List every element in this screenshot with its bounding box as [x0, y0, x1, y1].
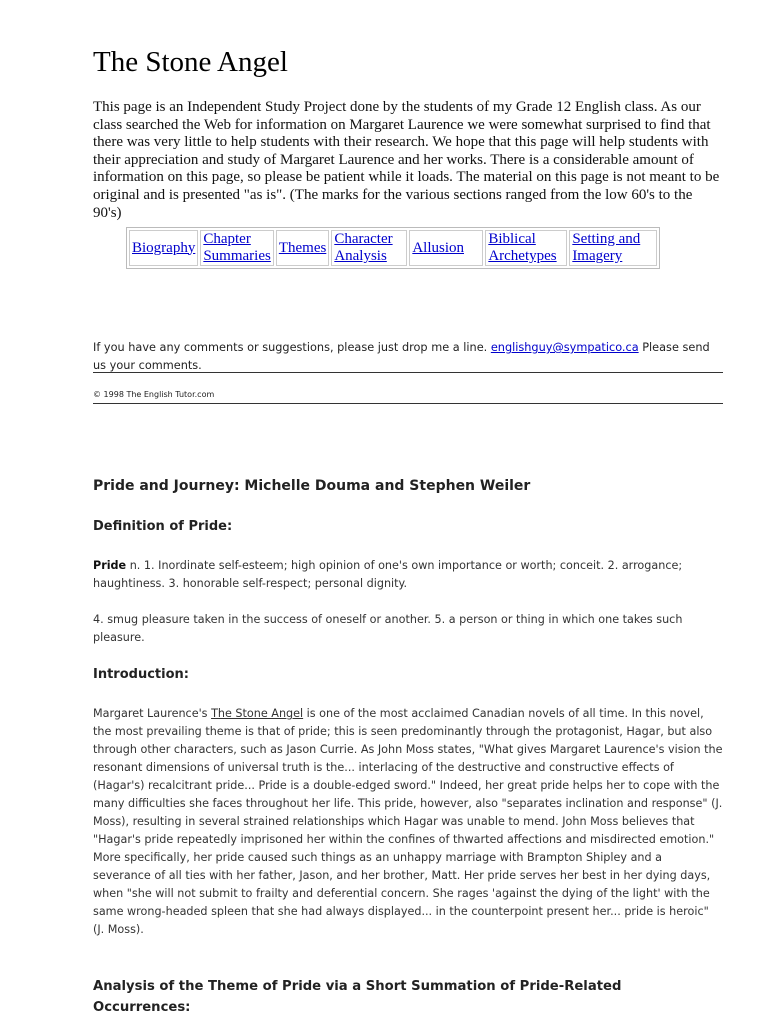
nav-link-chapter-summaries[interactable]	[203, 231, 271, 264]
nav-link-setting-line1: Setting and	[572, 231, 641, 247]
nav-link-chapter-line1: Chapter	[203, 231, 251, 247]
introduction-text-after: is one of the most acclaimed Canadian novels of all time. In this novel, the most prevailing theme is that of pride; this is seen predominantly through the protagonist, Hagar, but also through other characters, such as Jason Currie. As John Moss states, "What gives Margaret Laurence's vision the resonant dimensions of universal truth is the... interlacing of the destructive and constructive effects of (Hagar's) recalcitrant pride... Pride is a double-edged sword." Indeed, her great pride helps her to cope with the many difficulties she faces throughout her life. This pride, however, also "separates inclination and response" (J. Moss), resulting in several strained relationships which Hagar was unable to mend. John Moss believes that "Hagar's pride repeatedly imprisoned her within the confines of thwarted affections and misdirected emotion." More specifically, her pride caused such things as an unhappy marriage with Brampton Shipley and a severance of all ties with her father, Jason, and her brother, Matt. Her pride serves her best in her dying days, when "she will not submit to frailty and deferential concern. She rages 'against the dying of the light' with the same wrong-headed spleen that she had always displayed... in the counterpoint present her... pride is heroic" (J. Moss).	[93, 707, 723, 936]
definition-text-1: n. 1. Inordinate self-esteem; high opinion of one's own importance or worth; conceit. 2. arrogance; haughtiness. 3. honorable self-respect; personal dignity.	[93, 559, 683, 590]
nav-link-biblical-archetypes[interactable]	[488, 231, 556, 264]
nav-cell-biography	[129, 230, 198, 266]
divider-top	[93, 372, 723, 373]
contact-text-before: If you have any comments or suggestions, please just drop me a line.	[93, 341, 488, 354]
nav-link-character-analysis[interactable]	[334, 231, 392, 264]
nav-cell-setting-imagery	[569, 230, 657, 266]
analysis-heading: Analysis of the Theme of Pride via a Short Summation of Pride-Related Occurrences:	[93, 979, 622, 1015]
definition-heading: Definition of Pride:	[93, 519, 233, 534]
nav-link-character-line2: Analysis	[334, 248, 387, 264]
contact-text-after: Please send us your comments.	[93, 341, 710, 372]
book-title: The Stone Angel	[211, 707, 304, 720]
nav-link-biography[interactable]: Biography	[132, 239, 196, 256]
introduction-heading: Introduction:	[93, 667, 189, 682]
introduction-paragraph	[93, 705, 723, 939]
divider-bottom	[93, 403, 723, 404]
nav-link-setting-imagery[interactable]	[572, 231, 640, 264]
nav-link-themes[interactable]: Themes	[278, 239, 327, 256]
definition-paragraph-1	[93, 557, 723, 593]
nav-link-allusion[interactable]: Allusion	[412, 239, 464, 256]
contact-paragraph	[93, 339, 723, 375]
nav-cell-allusion	[409, 230, 483, 266]
page-title: The Stone Angel	[93, 46, 288, 78]
section-title: Pride and Journey: Michelle Douma and Stephen Weiler	[93, 478, 531, 494]
nav-cell-biblical-archetypes	[485, 230, 567, 266]
intro-paragraph: This page is an Independent Study Project done by the students of my Grade 12 English class. As our class searched the Web for information on Margaret Laurence we were somewhat surprised to find that there was very little to help students with their research. We hope that this page will help students with their appreciation and study of Margaret Laurence and her works. There is a considerable amount of information on this page, so please be patient while it loads. The material on this page is not meant to be original and is presented "as is". (The marks for the various sections ranged from the low 60's to the 90's)	[93, 99, 720, 221]
nav-link-character-line1: Character	[334, 231, 393, 247]
nav-link-setting-line2: Imagery	[572, 248, 623, 264]
email-link[interactable]: englishguy@sympatico.ca	[490, 341, 639, 354]
nav-cell-themes	[276, 230, 329, 266]
nav-cell-character-analysis	[331, 230, 407, 266]
section-nav-table	[126, 227, 660, 269]
nav-link-biblical-line2: Archetypes	[488, 248, 557, 264]
copyright-text: © 1998 The English Tutor.com	[93, 390, 215, 399]
definition-paragraph-2: 4. smug pleasure taken in the success of oneself or another. 5. a person or thing in which one takes such pleasure.	[93, 613, 683, 644]
introduction-text-before: Margaret Laurence's	[93, 707, 212, 720]
nav-cell-chapter-summaries	[200, 230, 274, 266]
nav-link-chapter-line2: Summaries	[203, 248, 271, 264]
nav-link-biblical-line1: Biblical	[488, 231, 536, 247]
definition-term: Pride	[93, 559, 127, 572]
